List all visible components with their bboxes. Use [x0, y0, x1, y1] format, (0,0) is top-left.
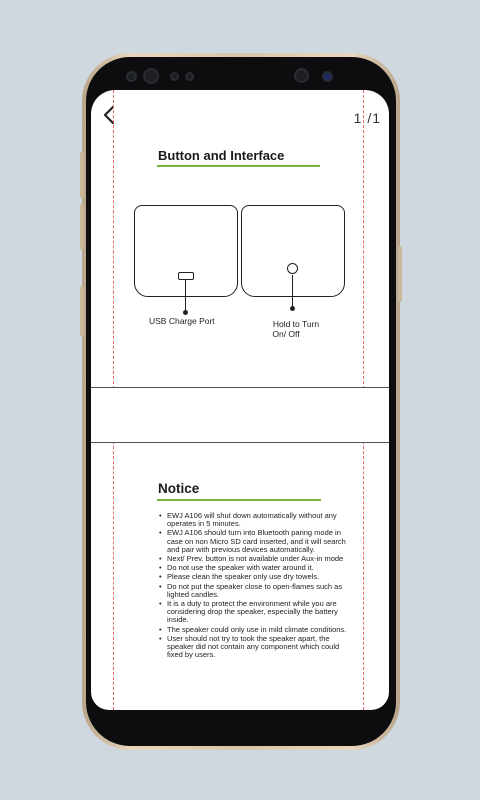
page-separator [91, 387, 389, 443]
section-title-button-interface: Button and Interface [158, 148, 285, 163]
usb-pointer-line [185, 279, 186, 312]
list-item: • Do not use the speaker with water around it. [159, 564, 349, 572]
title-underline [157, 165, 320, 167]
power-pointer-line [292, 275, 293, 308]
notice-list [159, 512, 349, 660]
power-label-line1: Hold to Turn [272, 319, 320, 329]
section-title-notice: Notice [158, 481, 200, 496]
list-item: • It is a duty to protect the environment while you are considering drop the speaker, especially the battery inside. [159, 600, 349, 625]
power-pointer-dot [290, 306, 295, 311]
power-button-icon [287, 263, 298, 274]
proximity-sensor-icon [170, 72, 179, 81]
iris-scanner-icon [143, 68, 159, 84]
power-label-line2: On/ Off [272, 329, 300, 339]
list-item: • Do not put the speaker close to open-flames such as lighted candles. [159, 583, 349, 599]
list-item: • Next/ Prev. button is not available under Aux-in mode [159, 555, 349, 563]
app-screen [91, 90, 389, 710]
speaker-front-illustration [134, 205, 238, 297]
power-button [398, 246, 402, 302]
usb-port-icon [178, 272, 194, 280]
list-item: • EWJ A106 will shut down automatically without any operates in 5 minutes. [159, 512, 349, 528]
volume-down-button [80, 204, 84, 250]
chevron-left-icon [99, 104, 121, 126]
speaker-back-illustration [241, 205, 345, 297]
volume-up-button [80, 152, 84, 198]
title-underline [157, 499, 321, 501]
list-item: • EWJ A106 should turn into Bluetooth paring mode in case on non Micro SD card inserted, and it will search and pair with previous devices automatically. [159, 529, 349, 554]
list-item: • The speaker could only use in mild climate conditions. [159, 626, 349, 634]
list-item: • Please clean the speaker only use dry towels. [159, 573, 349, 581]
iris-led-icon [322, 71, 333, 82]
back-button[interactable] [99, 104, 121, 126]
sensor-icon [126, 71, 137, 82]
bixby-button [80, 286, 84, 336]
list-item: • User should not try to took the speaker apart, the speaker did not contain any component which could fixed by users. [159, 635, 349, 660]
page-indicator: 1 /1 [353, 110, 381, 126]
usb-charge-port-label: USB Charge Port [149, 316, 215, 326]
light-sensor-icon [185, 72, 194, 81]
usb-pointer-dot [183, 310, 188, 315]
front-camera-icon [294, 68, 309, 83]
